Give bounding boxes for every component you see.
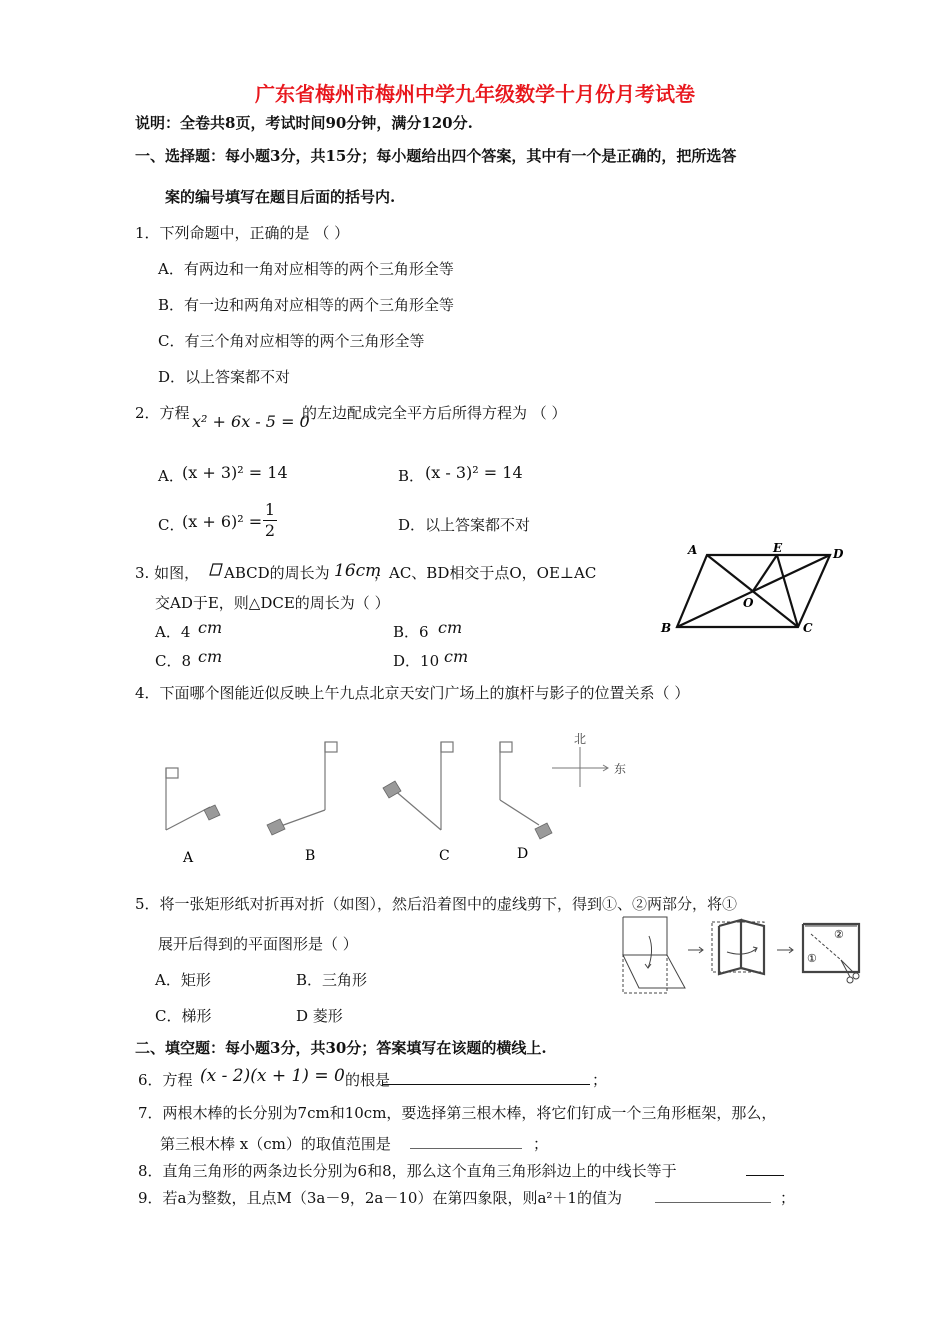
q7-answer-blank[interactable] <box>410 1134 522 1149</box>
fraction-denominator: 2 <box>264 521 276 540</box>
figure-label-a: A <box>183 850 194 866</box>
parallelogram-icon <box>209 563 222 575</box>
flag-a <box>166 768 178 778</box>
q2-stem-start: 2．方程 <box>135 404 190 422</box>
q2-equation: x² + 6x - 5 = 0 <box>192 412 310 431</box>
shadow-b <box>278 810 325 827</box>
q3-perimeter: 16cm <box>334 561 382 581</box>
q7-line1: 7．两根木棒的长分别为7cm和10cm，要选择第三根木棒，将它们钉成一个三角形框架，那么， <box>138 1104 777 1122</box>
q1-stem: 1．下列命题中，正确的是 （ ） <box>135 224 350 242</box>
label-d: D <box>833 547 844 561</box>
q4-flagpole-figures <box>155 732 635 866</box>
label-e: E <box>773 541 783 555</box>
q6-end: ； <box>592 1071 608 1089</box>
label-c: C <box>803 621 813 635</box>
shadow-d <box>500 800 539 825</box>
fold-flap-2 <box>719 920 741 974</box>
figure-b-marker <box>267 819 285 835</box>
q8-answer-blank[interactable] <box>746 1161 784 1176</box>
q8-stem: 8．直角三角形的两条边长分别为6和8，那么这个直角三角形斜边上的中线长等于 <box>138 1162 677 1180</box>
q3-option-c: C．8 <box>155 652 192 670</box>
fold-flap-1 <box>623 955 685 988</box>
q3-option-c-unit: cm <box>198 647 223 666</box>
q9-answer-blank[interactable] <box>655 1188 771 1203</box>
q6-answer-blank[interactable] <box>383 1070 590 1085</box>
q5-line2: 展开后得到的平面图形是（ ） <box>158 935 358 953</box>
figure-label-b: B <box>305 848 316 864</box>
q9-end: ； <box>780 1189 796 1207</box>
q6-equation: (x - 2)(x + 1) = 0 <box>200 1066 345 1086</box>
q4-stem: 4．下面哪个图能近似反映上午九点北京天安门广场上的旗杆与影子的位置关系（ ） <box>135 684 690 702</box>
label-o: O <box>743 596 754 610</box>
piece-2-label: ② <box>834 928 844 941</box>
q3-parallelogram-figure <box>655 540 855 640</box>
q2-option-c-fraction <box>263 500 277 540</box>
segment-ec <box>777 555 798 627</box>
q5-option-a: A．矩形 <box>155 971 211 989</box>
q1-option-c: C．有三个角对应相等的两个三角形全等 <box>158 332 425 350</box>
fraction-numerator: 1 <box>264 500 276 519</box>
q7-line2: 第三根木棒 x（cm）的取值范围是 <box>160 1135 391 1153</box>
compass-north-label: 北 <box>574 732 587 746</box>
q1-option-b: B．有一边和两角对应相等的两个三角形全等 <box>158 296 455 314</box>
q2-option-b-math: (x - 3)² = 14 <box>425 463 523 482</box>
section1-heading-line1: 一、选择题：每小题3分，共15分；每小题给出四个答案，其中有一个是正确的，把所选答 <box>135 147 737 165</box>
section1-heading-line2: 案的编号填写在题目后面的括号内. <box>165 188 396 206</box>
q5-folding-figure <box>615 910 865 995</box>
q3-line2: 交AD于E，则△DCE的周长为（ ） <box>155 594 390 612</box>
q7-end: ； <box>533 1135 549 1153</box>
q3-option-a: A．4 <box>155 623 191 641</box>
figure-a-marker <box>204 805 220 820</box>
q3-line1-end: ，AC、BD相交于点O，OE⊥AC <box>374 564 597 582</box>
q2-option-c-label: C． <box>158 516 185 534</box>
q1-option-d: D．以上答案都不对 <box>158 368 291 386</box>
q5-option-b: B．三角形 <box>296 971 368 989</box>
flag-c <box>441 742 453 752</box>
q6-stem-start: 6．方程 <box>138 1071 193 1089</box>
shadow-c <box>393 789 441 830</box>
q6-stem-end: 的根是 <box>345 1071 391 1089</box>
piece-1-label: ① <box>807 952 817 965</box>
shadow-a <box>166 807 210 830</box>
q5-option-d: D 菱形 <box>296 1007 343 1025</box>
q3-line1-mid: ABCD的周长为 <box>224 564 330 582</box>
q2-option-a-label: A． <box>158 467 184 485</box>
figure-c-marker <box>383 781 401 798</box>
q2-option-b-label: B． <box>398 467 425 485</box>
page-title: 广东省梅州市梅州中学九年级数学十月份月考试卷 <box>255 82 695 106</box>
figure-label-c: C <box>439 848 450 864</box>
q2-option-c-math: (x + 6)² = <box>182 512 263 531</box>
q3-option-b: B．6 <box>393 623 429 641</box>
compass-east-label: 东 <box>614 762 627 776</box>
q5-line1: 5．将一张矩形纸对折再对折（如图），然后沿着图中的虚线剪下，得到①、②两部分，将① <box>135 895 738 913</box>
q2-option-d: D．以上答案都不对 <box>398 516 531 534</box>
q2-option-a-math: (x + 3)² = 14 <box>182 463 288 482</box>
q3-option-a-unit: cm <box>198 618 223 637</box>
exam-note: 说明：全卷共8页，考试时间90分钟，满分120分. <box>135 114 473 132</box>
q1-option-a: A．有两边和一角对应相等的两个三角形全等 <box>158 260 454 278</box>
q3-option-d: D．10 <box>393 652 440 670</box>
q3-line1-start: 3. 如图， <box>135 564 200 582</box>
compass-icon <box>552 747 608 787</box>
fold-arrow-1 <box>648 936 652 968</box>
flag-d <box>500 742 512 752</box>
section2-heading: 二、填空题：每小题3分，共30分；答案填写在该题的横线上. <box>135 1039 547 1057</box>
q3-option-d-unit: cm <box>444 647 469 666</box>
label-a: A <box>688 543 698 557</box>
q9-stem: 9．若a为整数，且点M（3a－9，2a－10）在第四象限，则a²＋1的值为 <box>138 1189 622 1207</box>
figure-label-d: D <box>517 846 529 862</box>
label-b: B <box>661 621 672 635</box>
q3-option-b-unit: cm <box>438 618 463 637</box>
q2-stem-end: 的左边配成完全平方后所得方程为 （ ） <box>302 404 567 422</box>
figure-d-marker <box>535 823 552 839</box>
flag-b <box>325 742 337 752</box>
q5-option-c: C．梯形 <box>155 1007 212 1025</box>
